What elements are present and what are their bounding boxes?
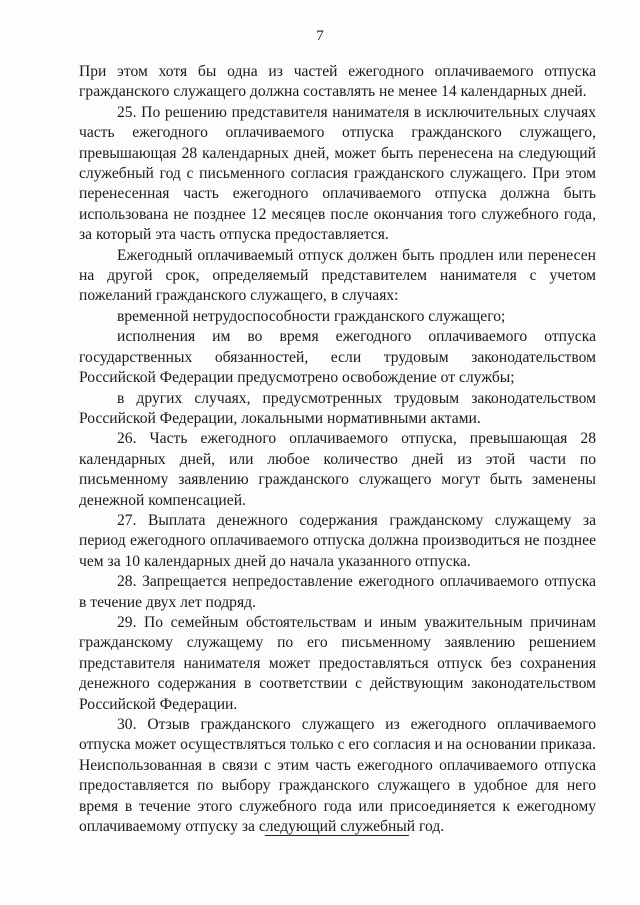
paragraph-continuation: При этом хотя бы одна из частей ежегодного оплачиваемого отпуска гражданского служащего должна составлять не менее 14 календарных дней. <box>79 63 596 101</box>
page-number: 7 <box>316 28 324 44</box>
paragraph-case-other: в других случаях, предусмотренных трудовым законодательством Российской Федерации, локальными нормативными актами. <box>79 389 596 427</box>
paragraph-item-27: 27. Выплата денежного содержания гражданскому служащему за период ежегодного оплачиваемого отпуска должна производиться не позднее чем за 10 календарных дней до начала указанного отпуска. <box>79 511 596 570</box>
document-body <box>79 62 596 837</box>
paragraph-item-28: 28. Запрещается непредоставление ежегодного оплачиваемого отпуска в течение двух лет подряд. <box>79 573 596 611</box>
paragraph-item-25: 25. По решению представителя нанимателя в исключительных случаях часть ежегодного оплачиваемого отпуска гражданского служащего, превышающая 28 календарных дней, может быть перенесена на следующий служебный год с письменного согласия гражданского служащего. При этом перенесенная часть ежегодного оплачиваемого отпуска должна быть использована не позднее 12 месяцев после окончания того служебного года, за который эта часть отпуска предоставляется. <box>79 103 596 244</box>
paragraph-extension-rules: Ежегодный оплачиваемый отпуск должен быть продлен или перенесен на другой срок, определяемый представителем нанимателя с учетом пожеланий гражданского служащего, в случаях: <box>79 246 596 305</box>
paragraph-item-29: 29. По семейным обстоятельствам и иным уважительным причинам гражданскому служащему по его письменному заявлению решением представителя нанимателя может предоставляться отпуск без сохранения денежного содержания в соответствии с действующим законодательством Российской Федерации. <box>79 613 596 713</box>
paragraph-item-26: 26. Часть ежегодного оплачиваемого отпуска, превышающая 28 календарных дней, или любое количество дней из этой части по письменному заявлению гражданского служащего могут быть заменены денежной компенсацией. <box>79 430 596 509</box>
end-divider-line <box>265 835 409 836</box>
paragraph-case-state-duties: исполнения им во время ежегодного оплачиваемого отпуска государственных обязанностей, если трудовым законодательством Российской Федерации предусмотрено освобождение от службы; <box>79 328 596 387</box>
paragraph-item-30: 30. Отзыв гражданского служащего из ежегодного оплачиваемого отпуска может осуществляться только с его согласия и на основании приказа. Неиспользованная в связи с этим часть ежегодного оплачиваемого отпуска предоставляется по выбору гражданского служащего в удобное для него время в течение этого служебного года или присоединяется к ежегодному оплачиваемому отпуску за следующий служебный год. <box>79 716 596 836</box>
paragraph-case-disability: временной нетрудоспособности гражданского служащего; <box>117 307 506 325</box>
